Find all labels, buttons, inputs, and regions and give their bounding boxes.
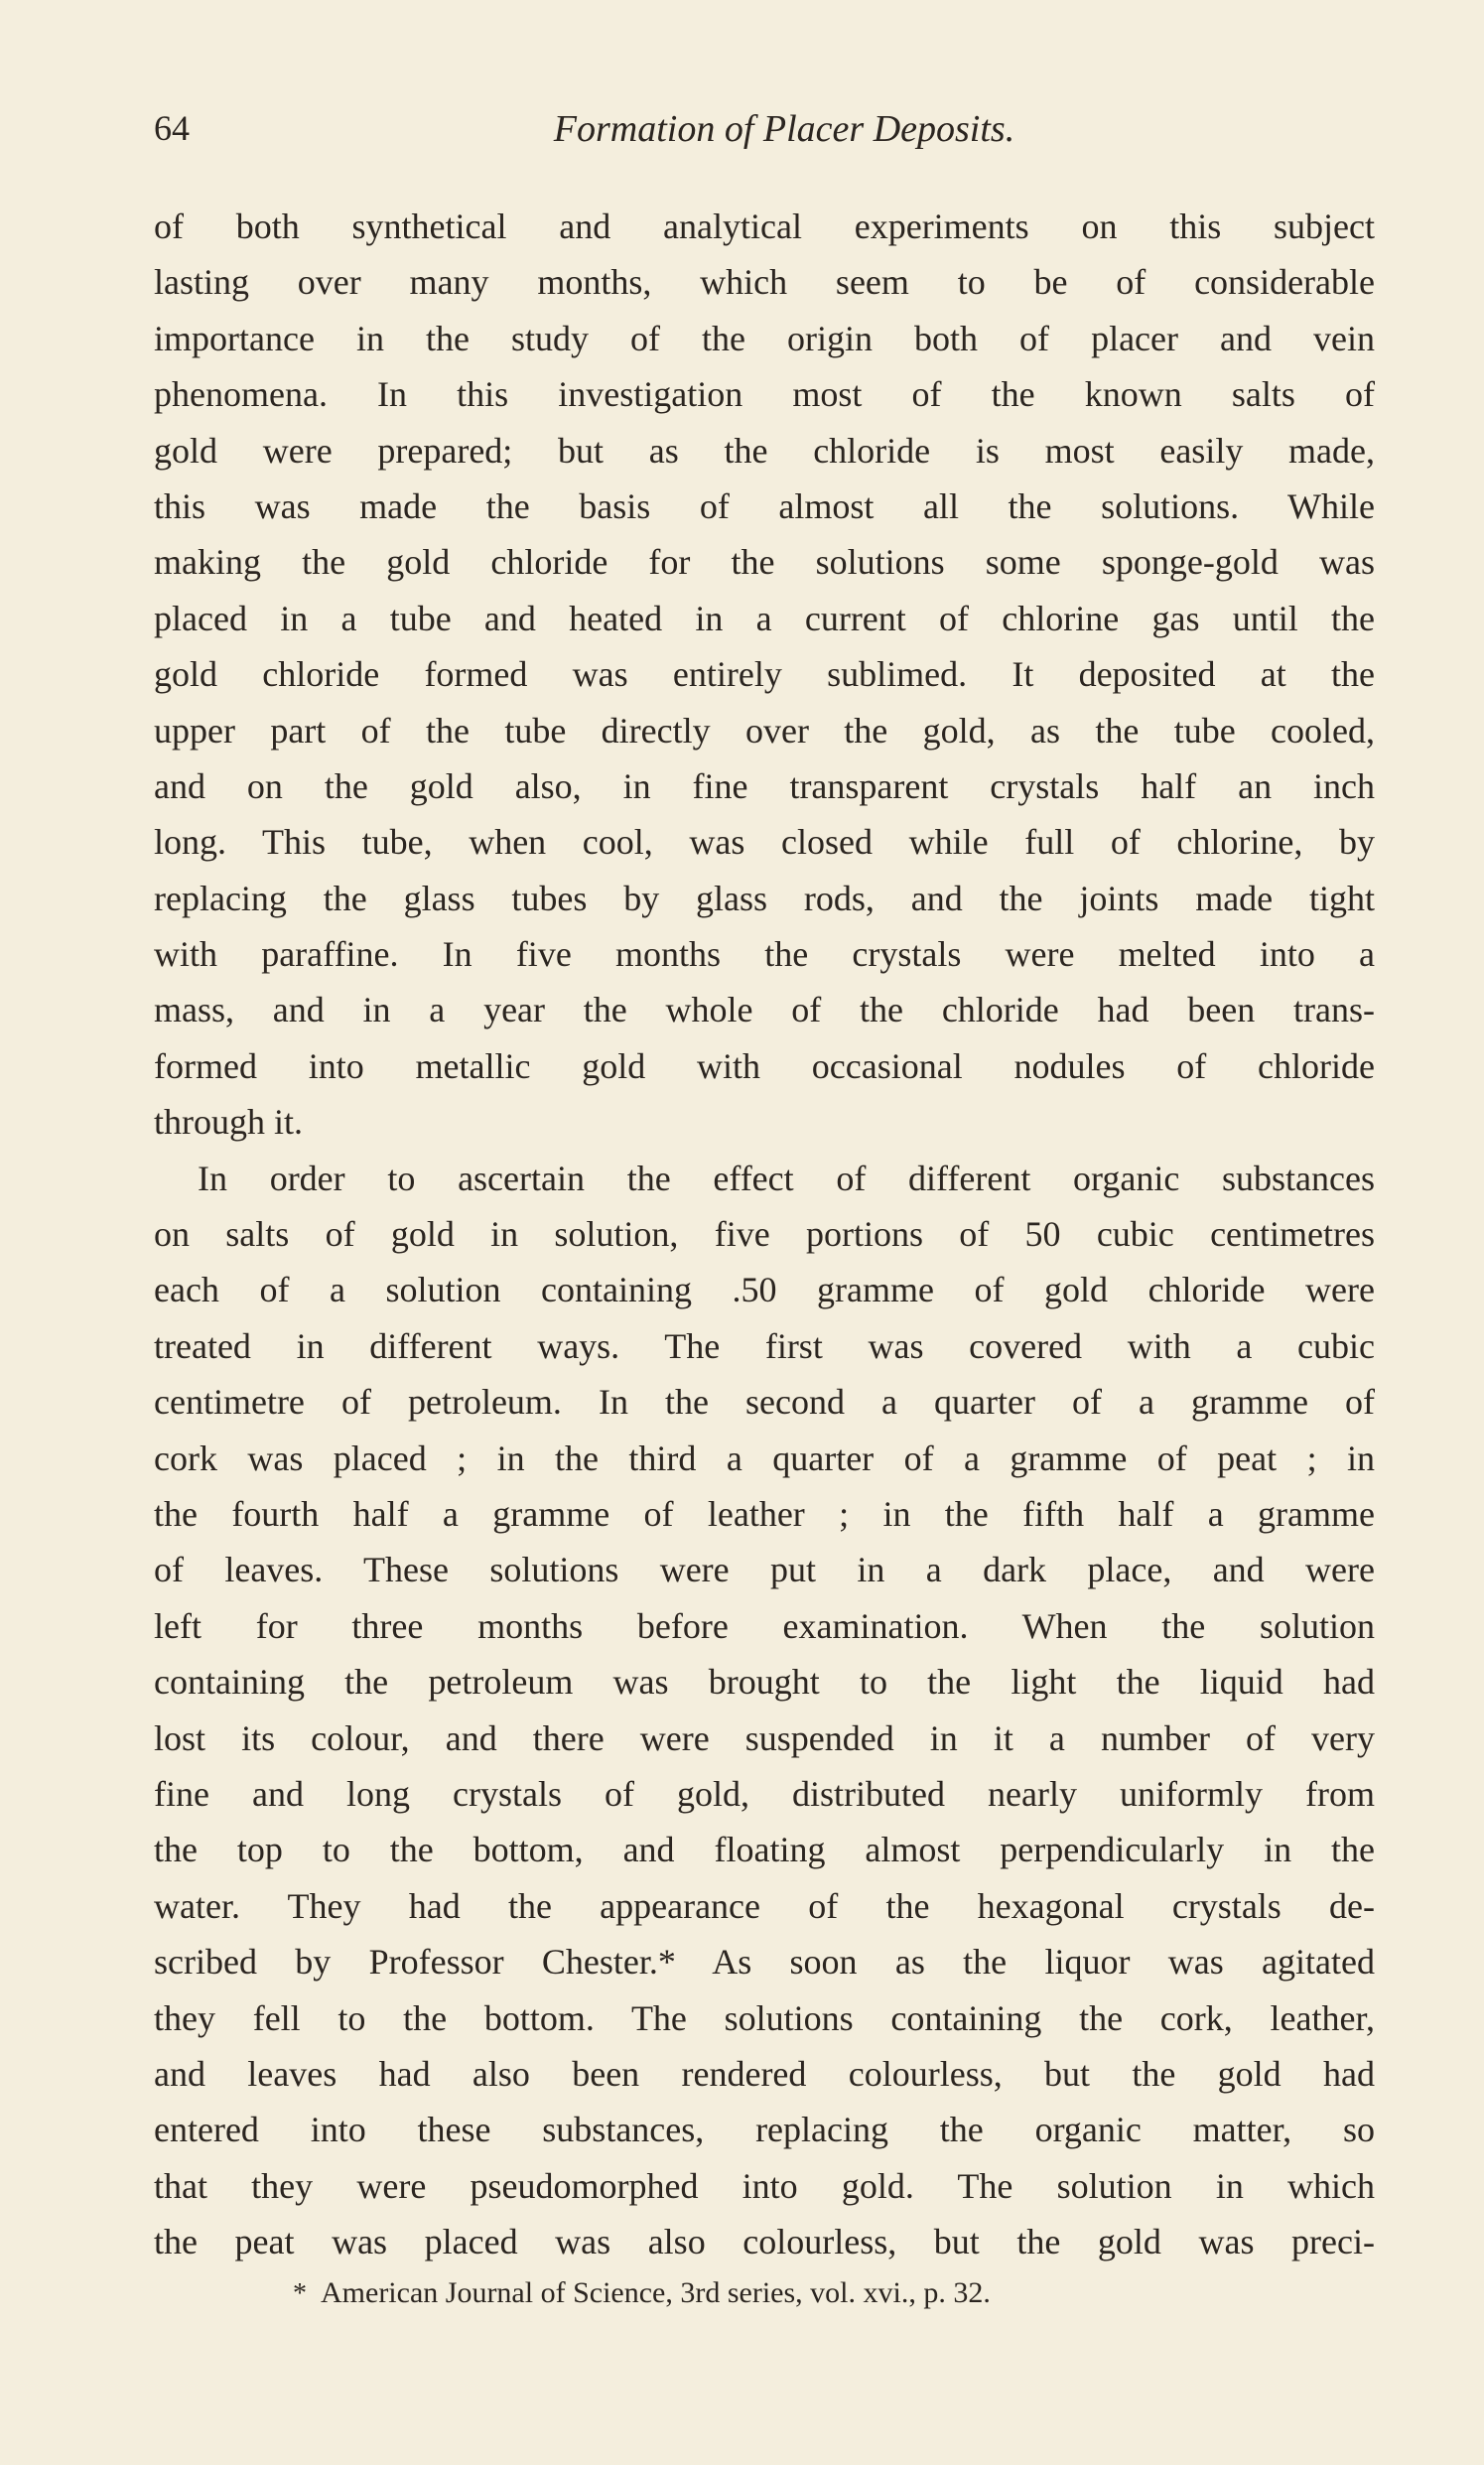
footnote-mark: * xyxy=(293,2278,307,2309)
text-line: fine and long crystals of gold, distributed nearly uniformly from xyxy=(154,1773,1375,1814)
text-line: In order to ascertain the effect of different organic substances xyxy=(198,1158,1375,1198)
text-line: gold chloride formed was entirely sublimed. It deposited at the xyxy=(154,654,1375,695)
text-line: the top to the bottom, and floating almost perpendicularly in the xyxy=(154,1830,1375,1870)
text-line: water. They had the appearance of the hexagonal crystals de- xyxy=(154,1885,1375,1926)
text-line: mass, and in a year the whole of the chloride had been trans- xyxy=(154,990,1375,1030)
text-line: of leaves. These solutions were put in a dark place, and were xyxy=(154,1550,1375,1590)
text-line: centimetre of petroleum. In the second a quarter of a gramme of xyxy=(154,1382,1375,1423)
text-line: on salts of gold in solution, five portions of 50 cubic centimetres xyxy=(154,1214,1375,1255)
page-header xyxy=(154,107,1375,167)
text-line: through it. xyxy=(154,1102,303,1143)
running-title: Formation of Placer Deposits. xyxy=(553,108,1015,150)
text-line: phenomena. In this investigation most of the known salts of xyxy=(154,374,1375,415)
text-line: making the gold chloride for the solutions some sponge-gold was xyxy=(154,542,1375,583)
text-line: lost its colour, and there were suspended in it a number of very xyxy=(154,1717,1375,1758)
text-line: long. This tube, when cool, was closed while full of chlorine, by xyxy=(154,822,1375,863)
text-line: each of a solution containing .50 gramme of gold chloride were xyxy=(154,1270,1375,1310)
text-line: scribed by Professor Chester.* As soon as the liquor was agitated xyxy=(154,1942,1375,1983)
text-line: that they were pseudomorphed into gold. The solution in which xyxy=(154,2165,1375,2206)
text-line: the peat was placed was also colourless, but the gold was preci- xyxy=(154,2222,1375,2262)
text-line: placed in a tube and heated in a current of chlorine gas until the xyxy=(154,598,1375,638)
text-line: entered into these substances, replacing the organic matter, so xyxy=(154,2110,1375,2150)
page-number: 64 xyxy=(154,108,190,148)
text-line: importance in the study of the origin both of placer and vein xyxy=(154,318,1375,358)
text-line: cork was placed ; in the third a quarter of a gramme of peat ; in xyxy=(154,1438,1375,1478)
footnote-text: American Journal of Science, 3rd series, vol. xvi., p. 32. xyxy=(321,2276,991,2309)
body-text xyxy=(154,199,1375,2269)
text-line: gold were prepared; but as the chloride is most easily made, xyxy=(154,430,1375,471)
text-line: with paraffine. In five months the crystals were melted into a xyxy=(154,934,1375,975)
footnote xyxy=(293,2273,1246,2314)
text-line: containing the petroleum was brought to the light the liquid had xyxy=(154,1662,1375,1703)
text-line: lasting over many months, which seem to be of considerable xyxy=(154,262,1375,303)
text-line: formed into metallic gold with occasional nodules of chloride xyxy=(154,1045,1375,1086)
text-line: they fell to the bottom. The solutions containing the cork, leather, xyxy=(154,1997,1375,2038)
text-line: left for three months before examination. When the solution xyxy=(154,1605,1375,1646)
text-line: of both synthetical and analytical experiments on this subject xyxy=(154,206,1375,246)
text-line: and on the gold also, in fine transparent crystals half an inch xyxy=(154,765,1375,806)
text-line: this was made the basis of almost all the solutions. While xyxy=(154,485,1375,526)
text-line: and leaves had also been rendered colourless, but the gold had xyxy=(154,2053,1375,2094)
text-line: upper part of the tube directly over the gold, as the tube cooled, xyxy=(154,710,1375,751)
text-line: treated in different ways. The first was covered with a cubic xyxy=(154,1325,1375,1366)
text-line: replacing the glass tubes by glass rods, and the joints made tight xyxy=(154,878,1375,918)
text-line: the fourth half a gramme of leather ; in the fifth half a gramme xyxy=(154,1493,1375,1534)
